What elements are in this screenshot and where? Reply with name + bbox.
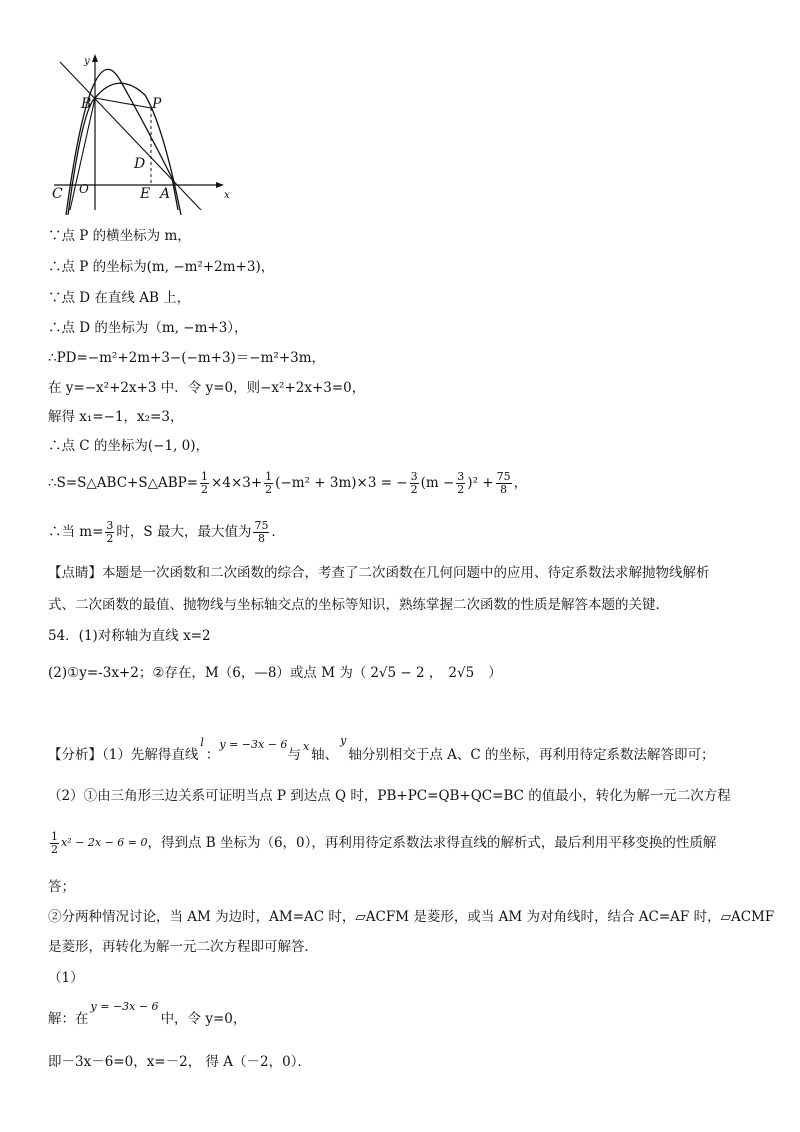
- area-formula-part-1: ∴S=S△ABC+S△ABP=: [48, 475, 199, 491]
- text-line-20: 是菱形，再转化为解一元二次方程即可解答．: [48, 939, 318, 955]
- answer-part-2: 2√5 − 2 ，: [370, 665, 443, 681]
- text-line-19: ②分两种情况讨论，当 AM 为边时，AM=AC 时，▱ACFM 是菱形，或当 AM 为对角线时，结合 AC=AF 时，▱ACMF: [48, 909, 775, 925]
- text-line-7: 解得 x₁=−1，x₂=3，: [48, 409, 184, 425]
- text-line-4: ∴点 D 的坐标为（m, −m+3），: [48, 320, 248, 336]
- answer-part-4: ）: [488, 665, 502, 681]
- label-x: x: [224, 190, 230, 201]
- area-formula-part-6: ，: [513, 475, 528, 491]
- fraction-75-8-1: $\frac{75}{8}$: [496, 469, 511, 496]
- answer-part-3: 2√5: [448, 665, 475, 681]
- max-value-part-3: ．: [271, 524, 285, 540]
- answer-line-54-2: [48, 658, 502, 688]
- text-line-8: ∴点 C 的坐标为(−1, 0)，: [48, 438, 210, 454]
- text-line-23: 即－3x－6=0，x=－2， 得 A（－2，0）．: [48, 1054, 311, 1070]
- text-line-12: 式、二次函数的最值、抛物线与坐标轴交点的坐标等知识，熟练掌握二次函数的性质是解答本题的关键．: [48, 597, 669, 613]
- fraction-75-8-2: $\frac{75}{8}$: [254, 518, 269, 545]
- text-line-18: 答；: [48, 879, 75, 895]
- analysis-l: l: [200, 736, 204, 749]
- text-line-16: （2）①由三角形三边关系可证明当点 P 到达点 Q 时，PB+PC=QB+QC=BC 的值最小，转化为解一元二次方程: [48, 788, 731, 804]
- area-formula-part-4: (m −: [420, 475, 455, 491]
- y-axis-arrow: [92, 54, 98, 62]
- text-line-1: ∵点 P 的横坐标为 m，: [48, 228, 191, 244]
- analysis-x: x: [302, 740, 310, 753]
- text-line-21: （1）: [48, 970, 84, 986]
- solution-part-2: 中，令 y=0，: [160, 1011, 247, 1027]
- fraction-half-3: $\frac{1}{2}$: [51, 829, 58, 856]
- analysis-part-4: 轴、: [311, 747, 339, 763]
- max-value-part-2: 时，S 最大，最大值为: [116, 524, 252, 540]
- fraction-half-2: $\frac{1}{2}$: [265, 469, 273, 496]
- area-formula-part-5: )² +: [467, 475, 494, 491]
- analysis-part-3: 与: [287, 747, 301, 763]
- label-y: y: [84, 56, 90, 67]
- label-o: O: [79, 182, 89, 196]
- text-line-3: ∵点 D 在直线 AB 上，: [48, 290, 191, 306]
- fraction-three-half-1: $\frac{3}{2}$: [410, 469, 418, 496]
- text-line-11: 【点睛】本题是一次函数和二次函数的综合，考查了二次函数在几何问题中的应用、待定系数法求解抛物线解析: [48, 565, 710, 581]
- area-formula-line: [48, 466, 527, 500]
- text-line-5: ∴PD=−m²+2m+3−(−m+3)＝−m²+3m，: [48, 350, 326, 366]
- analysis-quadratic: x² − 2x − 6 = 0: [61, 836, 148, 849]
- fraction-half-1: $\frac{1}{2}$: [201, 469, 209, 496]
- solution-line-1: [48, 1002, 246, 1036]
- analysis-part-5: 轴分别相交于点 A、C 的坐标，再利用待定系数法解答即可；: [348, 747, 715, 763]
- text-line-2: ∴点 P 的坐标为(m, −m²+2m+3)，: [48, 259, 275, 275]
- fraction-three-half-2: $\frac{3}{2}$: [457, 469, 465, 496]
- label-c: C: [52, 186, 63, 202]
- parabola-figure: [48, 50, 248, 215]
- analysis-equation-line: [48, 826, 716, 860]
- area-formula-part-3: (−m² + 3m)×3 = −: [275, 475, 408, 491]
- analysis-eq: y = −3x − 6: [219, 738, 288, 751]
- analysis-part-1: 【分析】（1）先解得直线: [48, 747, 199, 763]
- solution-eq: y = −3x − 6: [90, 1000, 159, 1013]
- area-formula-part-2: ×4×3+: [211, 475, 263, 491]
- label-b: B: [81, 96, 92, 112]
- x-axis-arrow: [216, 182, 224, 188]
- analysis-part-2: ：: [205, 747, 220, 763]
- max-value-part-1: ∴当 m=: [48, 524, 104, 540]
- text-line-13: 54．(1)对称轴为直线 x=2: [48, 628, 211, 644]
- text-line-6: 在 y=−x²+2x+3 中．令 y=0，则−x²+2x+3=0，: [48, 380, 366, 396]
- label-d: D: [134, 156, 146, 172]
- label-a: A: [160, 186, 171, 202]
- label-p: P: [152, 96, 162, 112]
- answer-part-1: (2)①y=-3x+2；②存在，M（6，—8）或点 M 为（: [48, 665, 367, 681]
- analysis-y: y: [340, 734, 347, 747]
- fraction-three-half-3: $\frac{3}{2}$: [106, 518, 114, 545]
- label-e: E: [140, 186, 151, 202]
- segment-bp: [95, 98, 151, 108]
- analysis-part-6: ，得到点 B 坐标为（6，0），再利用待定系数法求得直线的解析式，最后利用平移变换的性质解: [147, 835, 717, 851]
- max-value-line: [48, 515, 285, 549]
- solution-part-1: 解：在: [48, 1011, 89, 1027]
- analysis-line-1: [48, 734, 715, 772]
